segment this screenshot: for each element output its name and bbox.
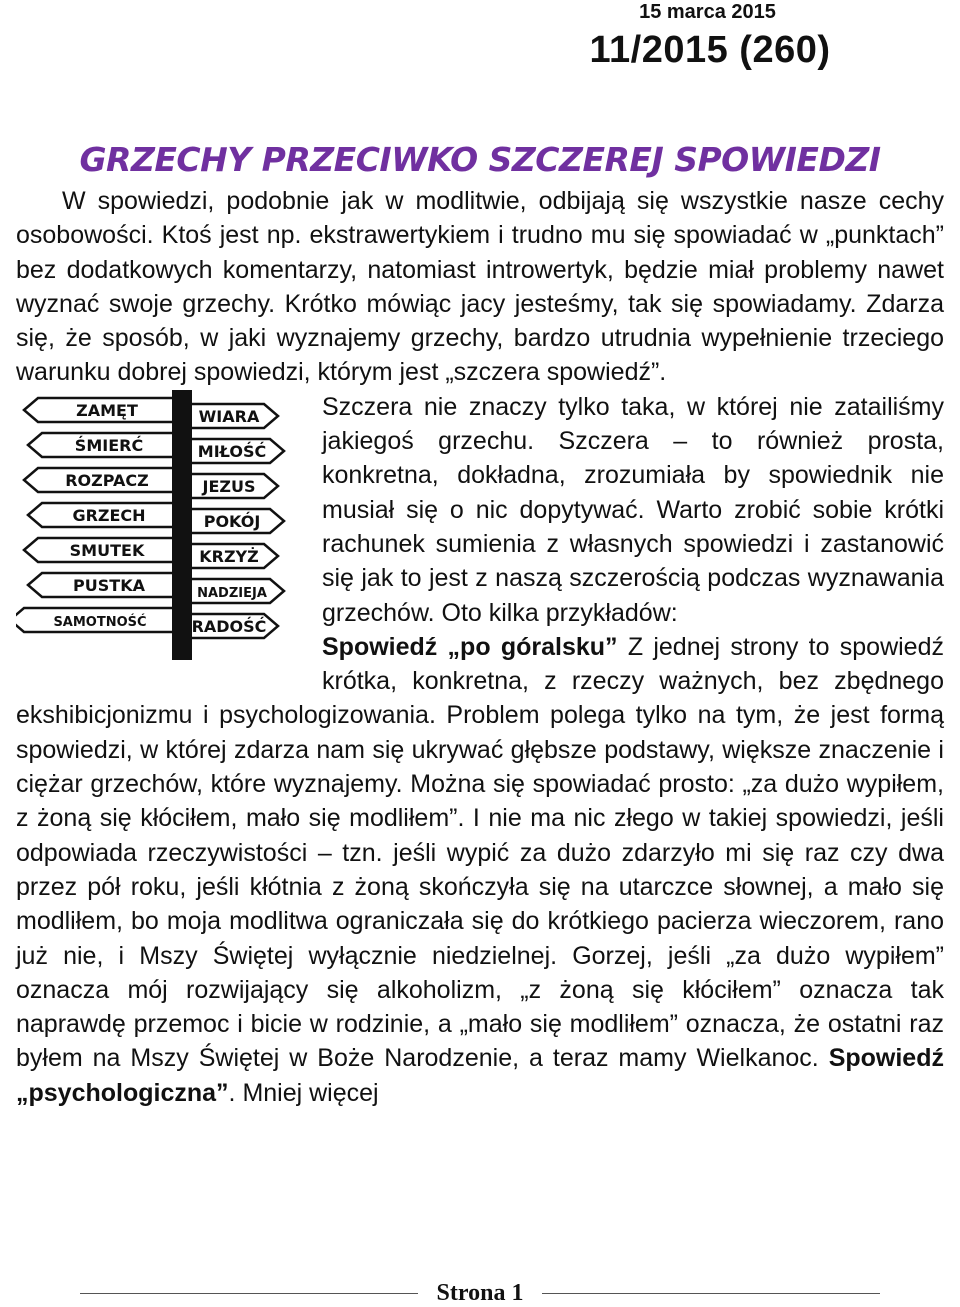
sign-left-label: PUSTKA bbox=[73, 575, 145, 595]
heading-goralsku: Spowiedź „po góralsku” bbox=[322, 632, 618, 661]
psychologiczna-text: . Mniej więcej bbox=[228, 1078, 379, 1107]
sign-left-label: ROZPACZ bbox=[65, 470, 149, 490]
sign-right-label: KRZYŻ bbox=[199, 546, 259, 566]
sign-right-label: MIŁOŚĆ bbox=[197, 441, 267, 461]
signpost-illustration bbox=[16, 390, 302, 664]
intro-paragraph: W spowiedzi, podobnie jak w modlitwie, odbijają się wszystkie nasze cechy osobowości. Ktoś jest np. ekstrawertykiem i trudno mu się spowiadać w „punktach” bez dodatkowych komentarzy, natomiast introwertyk, będzie miał problemy nawet wyznać swoje grzechy. Krótko mówiąc jacy jesteśmy, tak się spowiadamy. Zdarza się, że sposób, w jaki wyznajemy grzechy, bardzo utrudnia wypełnienie trzeciego warunku dobrej spowiedzi, którym jest „szczera spowiedź”. bbox=[16, 187, 944, 387]
sign-left-label: GRZECH bbox=[72, 505, 146, 525]
issue-date: 15 marca 2015 bbox=[639, 1, 776, 23]
sign-left-label: SMUTEK bbox=[69, 540, 145, 560]
paragraph-goralsku bbox=[16, 630, 944, 1110]
sign-right-label: WIARA bbox=[198, 406, 260, 426]
page-number: Strona 1 bbox=[418, 1279, 542, 1307]
sign-right-label: JEZUS bbox=[202, 476, 256, 496]
sign-right-label: POKÓJ bbox=[203, 511, 261, 531]
article-body bbox=[16, 184, 944, 1110]
article-title: GRZECHY PRZECIWKO SZCZEREJ SPOWIEDZI bbox=[79, 140, 881, 179]
paragraph-szczera: Szczera nie znaczy tylko taka, w której nie zatailiśmy jakiegoś grzechu. Szczera – to również prosta, konkretna, dokładna, zrozumiała by spowiednik nie musiał się o nic dopytywać. Warto zrobić sobie krótki rachunek sumienia z własnych spowiedzi i zastanowić się jak to jest z naszą szczerością podczas wyznawania grzechów. Oto kilka przykładów: bbox=[322, 392, 944, 627]
sign-right-label: RADOŚĆ bbox=[191, 616, 267, 636]
heading-psychologiczna: Spowiedź „psychologiczna” bbox=[16, 1044, 944, 1107]
sign-right-label: NADZIEJA bbox=[197, 585, 267, 601]
sign-left-label: SAMOTNOŚĆ bbox=[53, 614, 147, 630]
signpost-pole bbox=[172, 390, 192, 660]
issue-number: 11/2015 (260) bbox=[589, 29, 831, 71]
sign-left-label: ŚMIERĆ bbox=[74, 435, 144, 455]
goralsku-text: Z jednej strony to spowiedź krótka, konkretna, z rzeczy ważnych, bez zbędnego ekshibicjonizmu i psychologizowania. Problem polega tylko na tym, że jest formą spowiedzi, w której zdarza nam się ukrywać głębsze podstawy, większe znaczenie i ciężar grzechów, które wyznajemy. Można się spowiadać prosto: „za dużo wypiłem, z żoną się kłóciłem, mało się modliłem”. I nie ma nic złego w takiej spowiedzi, jeśli odpowiada rzeczywistości – tzn. jeśli wypić za dużo zdarzyło mi się raz czy dwa przez pół roku, jeśli kłótnia z żoną skończyła się na utarczce słownej, a mało się modliłem, bo moja modlitwa ograniczała się do krótkiego pacierza wieczorem, rano już nie, i Mszy Świętej wyłącznie niedzielnej. Gorzej, jeśli „za dużo wypiłem” oznacza mój rozwijający się alkoholizm, „z żoną się kłóciłem” oznacza tak naprawdę przemoc i bicie w rodzinie, a „mało się modliłem” oznacza, że ostatni raz byłem na Mszy Świętej w Boże Narodzenie, a teraz mamy Wielkanoc. bbox=[16, 632, 944, 1073]
sign-left-label: ZAMĘT bbox=[76, 400, 138, 420]
